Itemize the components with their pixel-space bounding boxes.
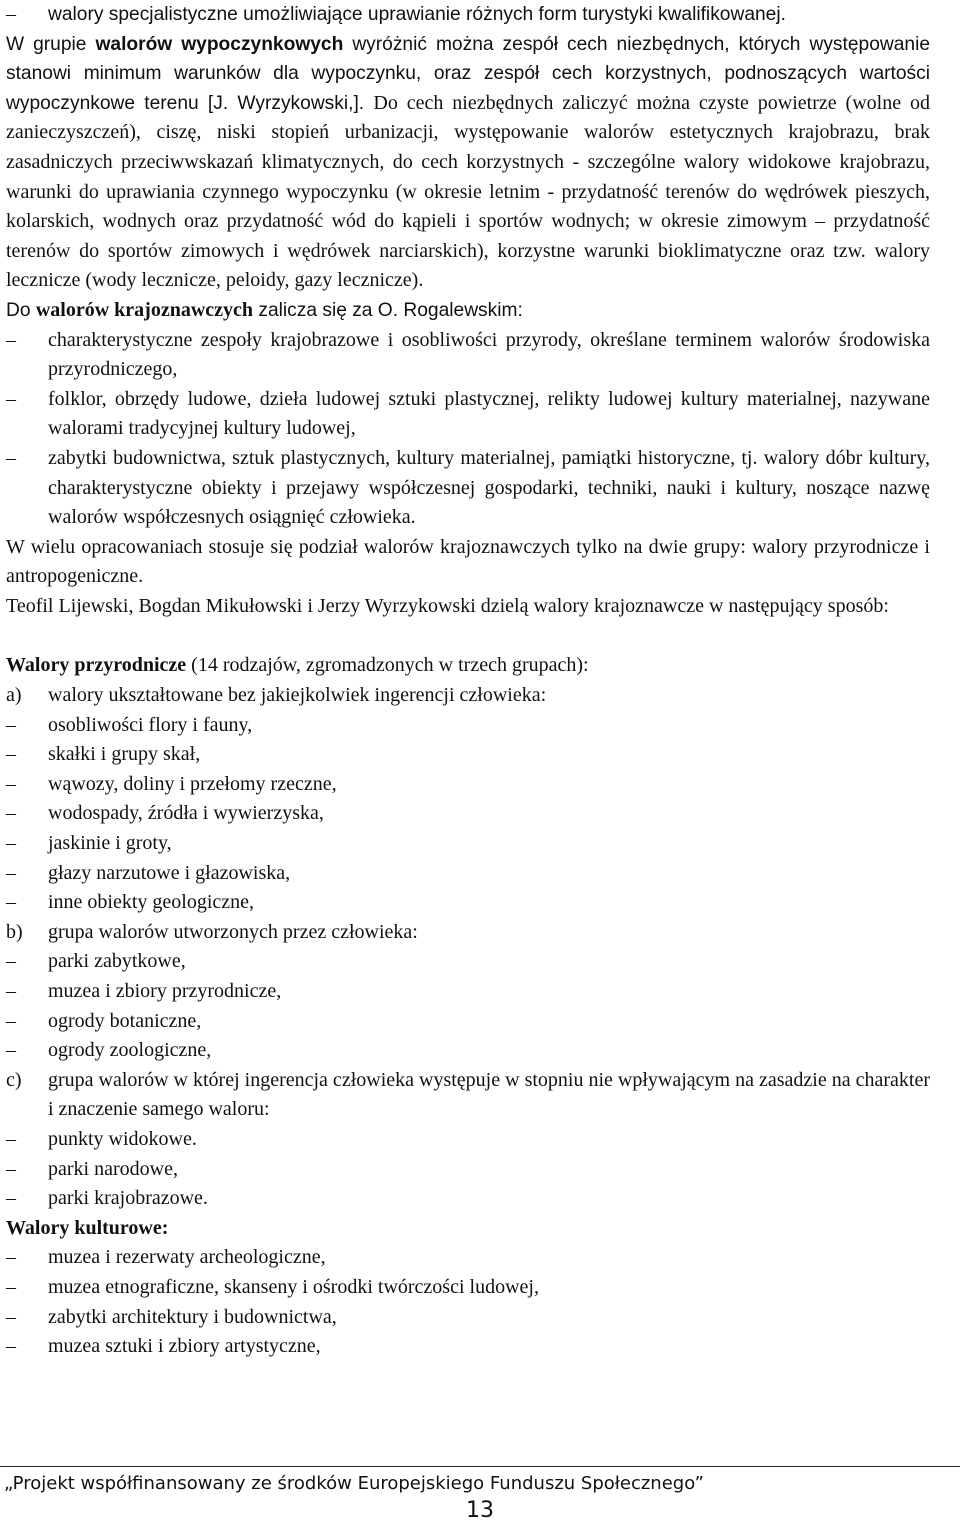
list-item: – charakterystyczne zespoły krajobrazowe i osobliwości przyrody, określane terminem walorów środowiska przyrodniczego, [6,328,930,381]
intro-list-item [6,0,930,30]
heading-walory-przyrodnicze: Walory przyrodnicze (14 rodzajów, zgromadzonych w trzech grupach): [6,654,589,677]
group-a-label: a) walory ukształtowane bez jakiejkolwiek ingerencji człowieka: [6,684,547,707]
list-item: – ogrody zoologiczne, [6,1039,212,1062]
intro-item-text: walory specjalistyczne umożliwiające uprawianie różnych form turystyki kwalifikowanej. [48,4,786,25]
heading-walory-kulturowe: Walory kulturowe: [6,1216,169,1239]
page-content [6,0,930,1362]
dash-bullet: – [6,3,16,25]
group-b-list [6,947,930,1065]
list-item: – zabytki architektury i budownictwa, [6,1305,337,1328]
term-walory-wypoczynkowe: walorów wypoczynkowych [95,33,344,55]
list-item: – folklor, obrzędy ludowe, dzieła ludowej sztuki plastycznej, relikty ludowej kultury materialnej, nazywane walorami tradycyjnej kultury ludowej, [6,387,930,440]
list-item: – muzea sztuki i zbiory artystyczne, [6,1335,321,1358]
list-item: – punkty widokowe. [6,1127,197,1150]
rogalewski-list [6,326,930,533]
list-item: – parki krajobrazowe. [6,1187,208,1210]
kulturowe-list [6,1243,930,1361]
list-item: – wodospady, źródła i wywierzyska, [6,802,324,825]
page-footer [0,1466,960,1523]
list-item: – parki zabytkowe, [6,950,186,973]
group-c-list [6,1125,930,1214]
list-item: – muzea i rezerwaty archeologiczne, [6,1246,326,1269]
list-item: – zabytki budownictwa, sztuk plastycznych, kultury materialnej, pamiątki historyczne, tj. walory dóbr kultury, charakterystyczne obiekty i przejawy współczesnej gospodarki, techniki, nauki i kultury, noszące nazwę walorów współczesnych osiągnięć człowieka. [6,446,930,529]
group-a-list [6,711,930,918]
page-number: 13 [466,1498,494,1523]
list-item: – inne obiekty geologiczne, [6,891,255,914]
paragraph-krajoznawcze: Do walorów krajoznawczych zalicza się za O. Rogalewskim: [6,298,523,321]
list-item: – muzea i zbiory przyrodnicze, [6,980,282,1002]
list-item: – wąwozy, doliny i przełomy rzeczne, [6,772,337,795]
list-item: – osobliwości flory i fauny, [6,713,253,736]
list-item: – jaskinie i groty, [6,832,172,855]
footer-funding-note: „Projekt współfinansowany ze środków Europejskiego Funduszu Społecznego” [4,1473,704,1494]
term-walory-krajoznawcze: walorów krajoznawczych [35,298,254,321]
list-item: – parki narodowe, [6,1157,178,1180]
group-b-label: b) grupa walorów utworzonych przez człowieka: [6,920,418,943]
paragraph-two-groups: W wielu opracowaniach stosuje się podział walorów krajoznawczych tylko na dwie grupy: walory przyrodnicze i antropogeniczne. [6,535,930,588]
paragraph-lijewski: Teofil Lijewski, Bogdan Mikułowski i Jerzy Wyrzykowski dzielą walory krajoznawcze w następujący sposób: [6,594,889,617]
list-item: – głazy narzutowe i głazowiska, [6,861,291,884]
list-item: – ogrody botaniczne, [6,1009,202,1032]
list-item: – skałki i grupy skał, [6,743,201,766]
paragraph-wypoczynkowe: W grupie walorów wypoczynkowych wyróżnić można zespół cech niezbędnych, których występowanie stanowi minimum warunków dla wypoczynku, oraz zespół cech korzystnych, podnoszących wartości wypoczynkowe terenu [J. Wyrzykowski,]. Do cech niezbędnych zaliczyć można czyste powietrze (wolne od zanieczyszczeń), ciszę, niski stopień urbanizacji, występowanie walorów estetycznych krajobrazu, brak zasadniczych przeciwwskazań klimatycznych, do cech korzystnych - szczególne walory widokowe krajobrazu, warunki do uprawiania czynnego wypoczynku (w okresie letnim - przydatność terenów do wędrówek pieszych, kolarskich, wodnych oraz przydatność wód do kąpieli i sportów wodnych; w okresie zimowym – przydatność terenów do sportów zimowych i wędrówek narciarskich), korzystne warunki bioklimatyczne oraz tzw. walory lecznicze (wody lecznicze, peloidy, gazy lecznicze). [6,33,931,292]
group-c-label: c) grupa walorów w której ingerencja człowieka występuje w stopniu nie wpływającym na zasadzie na charakter i znaczenie samego waloru: [6,1068,930,1121]
list-item: – muzea etnograficzne, skanseny i ośrodki twórczości ludowej, [6,1275,539,1298]
